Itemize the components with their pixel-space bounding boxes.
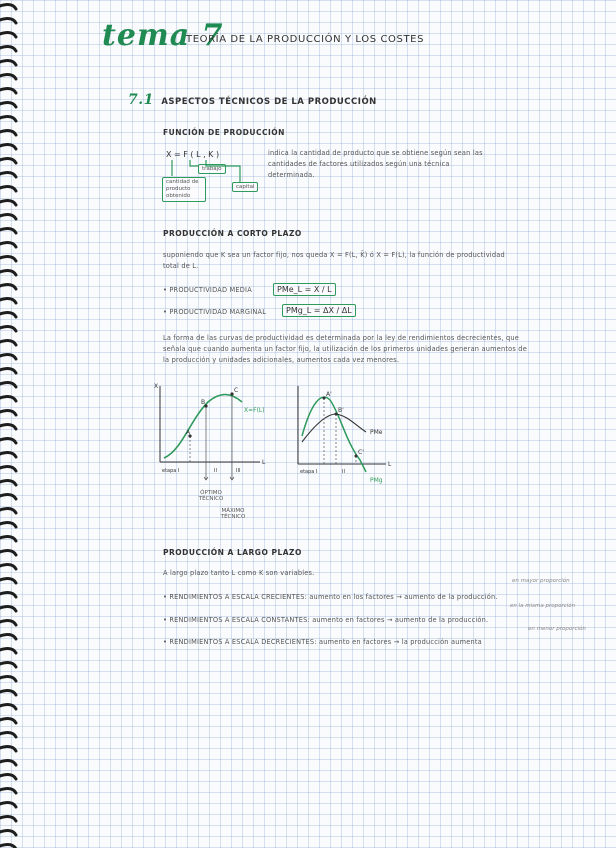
- largo-item-crecientes: • RENDIMIENTOS A ESCALA CRECIENTES: aumento en los factores → aumento de la producción.: [163, 593, 498, 601]
- ley-rendimientos: La forma de las curvas de productividad es determinada por la ley de rendimientos decrecientes, que señala que cuando aumenta un factor fijo, la utilización de los primeros unidades generan aumentos de la producción y unidades adicionales, aumentos cada vez menores.: [163, 334, 527, 364]
- spiral-ring: [0, 355, 16, 359]
- spiral-ring: [0, 257, 16, 261]
- graph1-y-label: X: [154, 383, 159, 390]
- spiral-ring: [0, 313, 16, 317]
- pme-label: • PRODUCTIVIDAD MEDIA: [163, 286, 252, 294]
- margin-note-menor: en menor proporción: [528, 626, 586, 632]
- spiral-ring: [0, 551, 16, 555]
- largo-item-decrecientes: • RENDIMIENTOS A ESCALA DECRECIENTES: aumento en factores → la producción aumenta: [163, 638, 482, 646]
- spiral-ring: [0, 89, 16, 93]
- largo-intro: A largo plazo tanto L como K son variables.: [163, 569, 315, 577]
- spiral-ring: [0, 411, 16, 415]
- spiral-ring: [0, 397, 16, 401]
- spiral-ring: [0, 5, 16, 9]
- spiral-ring: [0, 383, 16, 387]
- spiral-ring: [0, 103, 16, 107]
- spiral-ring: [0, 621, 16, 625]
- spiral-ring: [0, 677, 16, 681]
- spiral-ring: [0, 719, 16, 723]
- spiral-ring: [0, 565, 16, 569]
- spiral-ring: [0, 75, 16, 79]
- spiral-ring: [0, 187, 16, 191]
- spiral-ring: [0, 131, 16, 135]
- graph1-stage-iii: III: [236, 468, 241, 474]
- graph1-curve-label: X=F(L): [244, 407, 265, 414]
- graph2-point-b: B': [338, 407, 344, 414]
- spiral-ring: [0, 229, 16, 233]
- spiral-ring: [0, 201, 16, 205]
- graph2-point-a: A': [326, 391, 332, 398]
- pme-formula: PMe_L = X / L: [273, 283, 336, 296]
- graph2-pme-label: PMe: [370, 429, 383, 436]
- graph1-x-label: L: [262, 459, 266, 466]
- margin-note-mayor: en mayor proporción: [512, 578, 570, 584]
- spiral-ring: [0, 19, 16, 23]
- pmg-formula: PMg_L = ΔX / ΔL: [282, 304, 356, 317]
- spiral-ring: [0, 327, 16, 331]
- section-number: 7.1: [128, 92, 154, 108]
- spiral-ring: [0, 439, 16, 443]
- corto-intro: suponiendo que K sea un factor fijo, nos queda X = F(L, K̄) ó X = F(L), la función de productividad total de L.: [163, 251, 505, 270]
- graph2-etapa: etapa I: [300, 469, 318, 475]
- spiral-ring: [0, 467, 16, 471]
- spiral-ring: [0, 369, 16, 373]
- spiral-ring: [0, 523, 16, 527]
- production-formula: X = F ( L , K ): [166, 150, 220, 159]
- spiral-ring: [0, 649, 16, 653]
- section-heading: [128, 92, 377, 108]
- spiral-ring: [0, 691, 16, 695]
- page-title: tema 7: [102, 18, 224, 53]
- spiral-ring: [0, 607, 16, 611]
- spiral-ring: [0, 537, 16, 541]
- formula-arrows: [160, 158, 260, 188]
- margin-note-misma: en la misma proporción: [510, 603, 576, 609]
- spiral-ring: [0, 299, 16, 303]
- spiral-ring: [0, 61, 16, 65]
- spiral-ring: [0, 285, 16, 289]
- graph-productivity: [290, 380, 400, 490]
- graph1-stage-ii: II: [214, 468, 217, 474]
- graph1-point-c: C: [234, 387, 239, 394]
- spiral-ring: [0, 747, 16, 751]
- graph2-point-c: C': [358, 449, 364, 456]
- spiral-ring: [0, 775, 16, 779]
- spiral-ring: [0, 145, 16, 149]
- spiral-ring: [0, 705, 16, 709]
- pmg-label: • PRODUCTIVIDAD MARGINAL: [163, 308, 267, 316]
- section-title: ASPECTOS TÉCNICOS DE LA PRODUCCIÓN: [161, 97, 377, 107]
- spiral-ring: [0, 159, 16, 163]
- box-cantidad: cantidad de producto obtenido: [162, 177, 206, 202]
- box-trabajo: trabajo: [198, 164, 226, 174]
- spiral-ring: [0, 173, 16, 177]
- heading-corto: PRODUCCIÓN A CORTO PLAZO: [163, 229, 302, 238]
- spiral-ring: [0, 831, 16, 835]
- spiral-ring: [0, 803, 16, 807]
- spiral-ring: [0, 761, 16, 765]
- spiral-ring: [0, 509, 16, 513]
- heading-largo: PRODUCCIÓN A LARGO PLAZO: [163, 548, 302, 557]
- spiral-ring: [0, 789, 16, 793]
- spiral-ring: [0, 453, 16, 457]
- spiral-ring: [0, 593, 16, 597]
- spiral-ring: [0, 733, 16, 737]
- graph2-x-label: L: [388, 461, 392, 468]
- box-capital: capital: [232, 182, 258, 192]
- heading-funcion: FUNCIÓN DE PRODUCCIÓN: [163, 128, 285, 137]
- graph1-point-a: A: [186, 429, 191, 436]
- spiral-ring: [0, 271, 16, 275]
- note-maximo-tecnico: MÁXIMO TÉCNICO: [220, 508, 246, 520]
- spiral-ring: [0, 481, 16, 485]
- spiral-ring: [0, 33, 16, 37]
- spiral-ring: [0, 215, 16, 219]
- spiral-ring: [0, 635, 16, 639]
- graph2-stage-ii: II: [342, 469, 345, 475]
- spiral-ring: [0, 663, 16, 667]
- spiral-ring: [0, 341, 16, 345]
- graph1-point-b: B: [201, 399, 206, 406]
- spiral-ring: [0, 425, 16, 429]
- spiral-ring: [0, 817, 16, 821]
- spiral-ring: [0, 117, 16, 121]
- note-optimo-tecnico: ÓPTIMO TÉCNICO: [198, 490, 224, 502]
- largo-item-constantes: • RENDIMIENTOS A ESCALA CONSTANTES: aumento en factores → aumento de la producción.: [163, 616, 489, 624]
- spiral-ring: [0, 495, 16, 499]
- funcion-description: indica la cantidad de producto que se obtiene según sean las cantidades de factores utilizados según una técnica determinada.: [268, 149, 483, 179]
- spiral-ring: [0, 845, 16, 848]
- spiral-ring: [0, 243, 16, 247]
- graph2-pmg-label: PMg: [370, 477, 383, 484]
- page-subtitle: TEORÍA DE LA PRODUCCIÓN Y LOS COSTES: [186, 34, 425, 45]
- graph1-etapa: etapa I: [162, 468, 180, 474]
- spiral-ring: [0, 47, 16, 51]
- spiral-ring: [0, 579, 16, 583]
- spiral-binding: [0, 0, 22, 848]
- graph-total-production: [150, 380, 280, 530]
